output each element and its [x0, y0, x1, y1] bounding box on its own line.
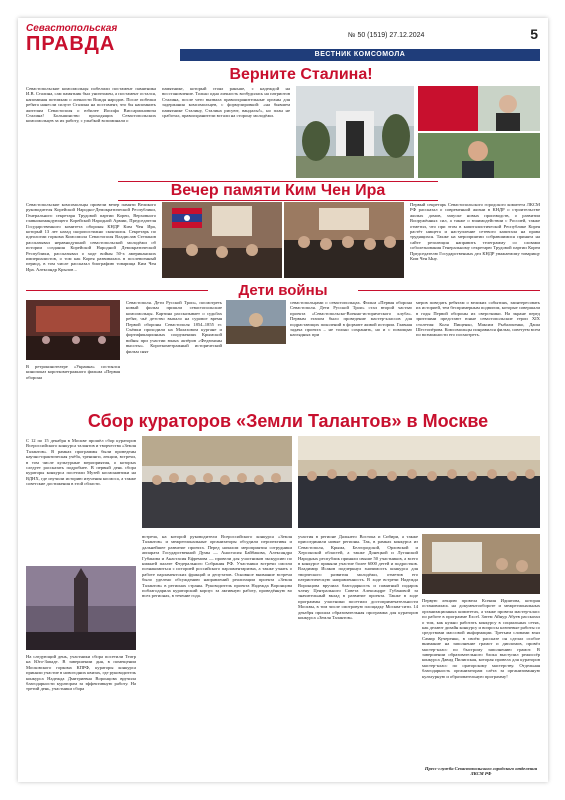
newspaper-logo: [26, 24, 122, 58]
article-children-col4: меров поведать ребятам о великих событиях, заинтересовать их историей, тем беспримерным подвигом, которые совершали в годы Первой обороны их сверстники. На экране перед зрителями предстают юные севастопольские герои XIX столетия: Коля Пищенко, Максим Рыбальченко, Даша Шестопёрова. Комсомольцы понравился фильм, советуем всем по возможности его посмотреть.: [416, 300, 540, 338]
article-stalin-col2: памятнике, который стоял раньше, с надеждой на восстановление. Только одна личность возбудилась на патриотов Сталина, после чего вызвала правоохранительные органы для задержания комсомольцев, с формулировкой: «на бывшем памятнике Сталину, Сталина рисуют, вандалы!», но план не сработал, правоохранители встали на сторону молодёжи.: [162, 86, 290, 119]
photo-curators-hall: [298, 436, 540, 528]
photo-kim-event-2: [284, 202, 404, 278]
article-kim-title: Вечер памяти Ким Чен Ира: [118, 181, 438, 201]
article-kim-col1: Севастопольские комсомольцы провели вечер памяти Великого руководителя Корейской Народно-Демократической Республики, Генерального секретаря Трудовой партии Кореи, Верховного главнокомандующего Корейской Народной Армии, Председателя Государственного комитета обороны КНДР Ким Чен Ира, который 13 лет назад скоропостижно скончался. Секретарь по идеологии горкома Комсомола Севастополя Владислав Степанов рассказывал неравнодушной севастопольской молодёжи об истории создания Корейской Народной Демократической Республики, рассказывал о ходе войны 50-х американских империалистов, о том как Корея развивалась в послевоенный период, в том числе рассказал биографию товарища Ким Чен Ира. Александр Крылов –: [26, 202, 156, 272]
article-curators-col4: Первую лекцию провела Ксения Идиятова, которая остановилась на документообороте и межрегиональных организационных комитетах, а также провела мастер-класс по работе в программе Excel. Затем Айнур Абуев рассказал о том, как нужно работать конкурсу в социальных сетях, как делают дизайн конкурсу и вопросы ключевые работы со средствами массовой информации. Третьим словами взял Самир Кучеренко, в своём рассказе он сделал особое внимание на заполнение грамот и дипломов, провёл мастер-класс по быстрому заполнению грамот. В завершении образовательного блока выступил режиссёр конкурса Давид Пилипская, которая провела для кураторов мастер-класс по ораторскому мастерству. Отдельная благодарность организаторам слёта за организованную культурную и образовательную программу!: [422, 598, 540, 679]
newspaper-page: [18, 18, 548, 782]
article-children-col2: Севастополя. Дети Русской Трои», посмотреть новый фильм пришли севастопольские комсомольцы. Картина рассказывает о судьбах ребят, чьё детство выпало на суровое время Первой обороны Севастополя 1854–1855 гг. Съёмки проходили на Малаховом кургане и фортификационных сооружениях Крымской войны при участии юных актёров «Федюхины высоты». Короткометражный исторический фильм снят: [126, 300, 222, 354]
article-children-title: Дети войны: [208, 282, 358, 299]
article-curators-col1: С 12 по 15 декабря в Москве прошёл сбор кураторов Всероссийского конкурса талантов и творчества «Земля Талантов». В рамках программы были проведены научно-практическая учёба, тренинги, лекции, встречи, в том числе культурные мероприятия, о которых следует рассказать подробнее. В первый день сбора кураторы конкурса посетили Музей космонавтики на ВДНХ, где изучили историю изучения космоса, а также советские достижения в этой области.: [26, 438, 136, 487]
photo-komsomol-member: [418, 133, 540, 178]
article-children-col3: севастопольцами о севастопольцах. Фильм «Первая оборона Севастополя. Дети Русской Трои» стал второй частью проекта «Севастопольско-Военно-исторического клуба». Первым этапом было проведение мастер-классов для подрастающих поколений в формате живой истории. Главная задача проекта – не только сохранить, но и с помощью наглядных при: [290, 300, 412, 338]
article-curators-col2: встреча, на которой руководители Всероссийского конкурса «Земля Талантов» и межрегиональные организаторы обсудили перспективы и дальнейшее развитие проекта. Перед началом мероприятия сотрудники аппарата Государственной Думы — Анастасия Байбакова, Александра Губанова и Анастасия Ефремова — провели для участников экскурсию по нижней палате Федерального Собрания РФ. Участники встречи смогли познакомиться с историей российского парламентаризма, а также узнать о работе парламентских фракций и депутатов. Основное внимание встречи было уделено обсуждению направлений реализации проекта «Земля Талантов» в регионах страны. Руководитель проекта Надежда Воронцова поблагодарила кураторский корпус за активную работу, проведённую во всех регионах, в течение года.: [142, 534, 292, 599]
article-children-col1: В ретрокинотеатре «Украина» состоялся кинопоказ короткометражного фильма «Первая оборона: [26, 364, 120, 380]
logo-main: ПРАВДА: [26, 33, 116, 55]
article-curators-col3: участия в регионе Дальнего Востока и Сибири, а также присоединили новые регионы. Так, в рамках конкурса из Севастополя, Крыма, Белгородской, Орловской и Херсонской областей, а также Донецкой и Луганской Народных республик приняли свыше 50 участников, а всего в конкурсе приняли участие более 6000 детей и подростков. Владимир Исаков подчеркнул значимость конкурса для творческого развития молодёжи, отметив его патриотическую направленность. В ходе встречи Надежда Воронцова вручила благодарность и памятный подарок члену Центрального Совета Александре Губановой за значительный вклад в развитие проекта. Также в ходе программы участники посетили достопримечательности Москвы, в том числе смотровую площадку Москва-сити. 14 декабря прошла образовательная программа для кураторов конкурса «Земля Талантов».: [298, 534, 418, 621]
photo-curators-lecture: [422, 534, 540, 594]
page-number: 5: [530, 26, 538, 42]
photo-kim-event-1: [162, 202, 282, 278]
photo-cinema-hall: [26, 300, 120, 360]
photo-film-still: [226, 300, 286, 344]
issue-number: № 50 (1519) 27.12.2024: [348, 32, 425, 39]
article-curators-title: Сбор кураторов «Земли Талантов» в Москве: [58, 411, 518, 432]
page-header: [18, 18, 548, 66]
photo-stalin-pedestal: [296, 86, 414, 178]
article-stalin-col1: Севастопольские комсомольцы побелили постамент памятника И.В. Сталина, сам памятник был уничтожен, а постамент остался, напоминая потомкам о личности Вождя народов. После побелки ребята нанесли силуэт Сталина на постамент, что бы напомнить жителям Севастополя о юбилее Иосифа Виссарионовича Сталина! Большинство проходящих Севастопольских комсомольцев за их работу, с улыбкой вспоминали о: [26, 86, 156, 124]
article-kim-col2: Первый секретарь Севастопольского городского комитета ЛКСМ РФ рассказал о современной жизни в КНДР о строительстве жилых домов, запуске новых производств, о развитии Вооружённых сил, а также о взаимодействии с Россией, также отметил, что при этом в капиталистической Республике Корея растёт нищета и наступление сетевого капитала на права трудящихся. Также на мероприятии собравшимися принята на сайте резолюция направить телеграмму со словами соболезнования Генеральному секретарю Трудовой партии Кореи Председателю Государственных дел КНДР уважаемому товарищу Ким Чен Ыну.: [410, 202, 540, 262]
logo-top: Севастопольская: [26, 23, 118, 34]
photo-curators-group: [142, 436, 292, 528]
photo-komsomol-flag: [418, 86, 540, 131]
article-curators-col1b: На следующий день, участники сбора посетили Театр на Юго-Западе. В завершении дня, в помещении Московского горкома КПРФ, кураторы конкурса приняли участие в новогодних квизах, где руководитель конкурса Надежда Дмитриевна Воронцова вручила благодарности кураторам за эффективную работу. На третий день, участники сбора: [26, 654, 136, 692]
article-signature: Пресс-служба Севастопольского городского отделения ЛКСМ РФ: [424, 766, 538, 777]
article-stalin-title: Верните Сталина!: [186, 66, 416, 84]
section-title: ВЕСТНИК КОМСОМОЛА: [180, 49, 540, 61]
photo-moscow-night: [26, 566, 136, 650]
